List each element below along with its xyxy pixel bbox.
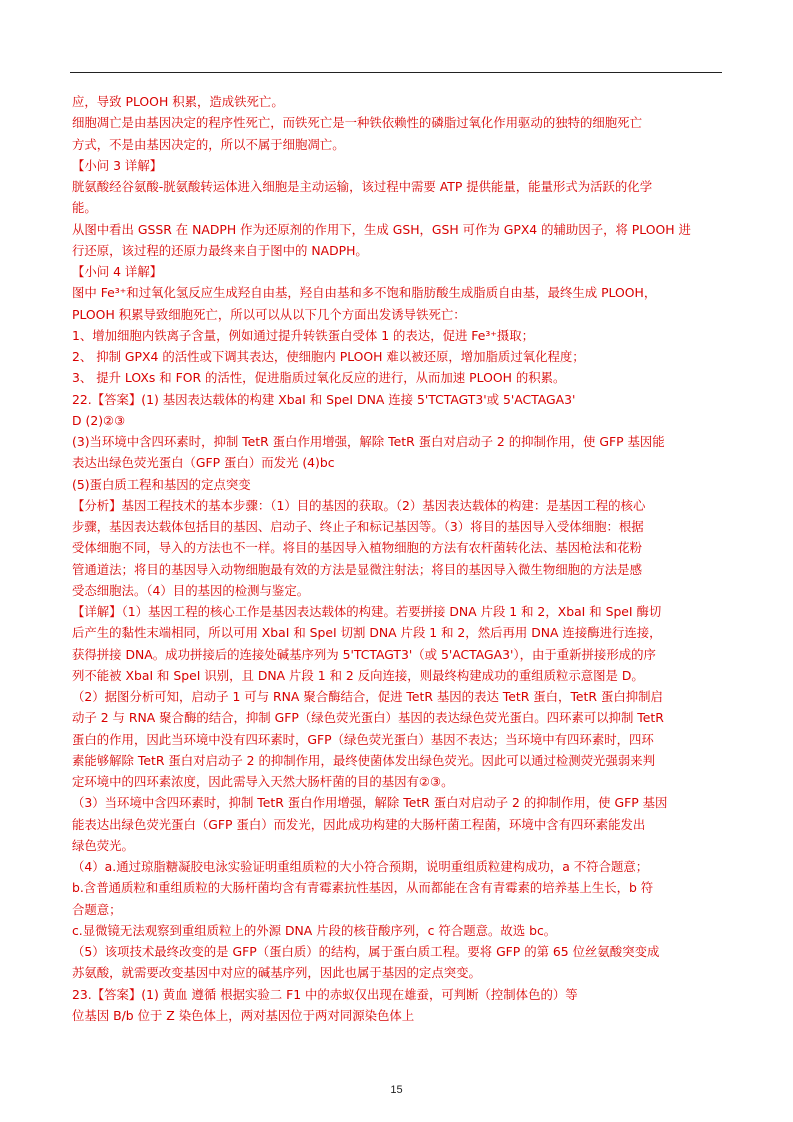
text-line: 【小问 3 详解】 bbox=[72, 157, 163, 173]
text-line: 合题意； bbox=[72, 901, 122, 917]
text-line: D (2)②③ bbox=[72, 412, 126, 428]
text-line: (5)蛋白质工程和基因的定点突变 bbox=[72, 476, 251, 492]
text-line: 动子 2 与 RNA 聚合酶的结合，抑制 GFP（绿色荧光蛋白）基因的表达绿色荧光蛋白。四环素可以抑制 TetR bbox=[72, 710, 664, 726]
text-line: （2）据图分析可知，启动子 1 可与 RNA 聚合酶结合，促进 TetR 基因的表达 TetR 蛋白，TetR 蛋白抑制启 bbox=[72, 689, 663, 704]
text-line: 苏氨酸，就需要改变基因中对应的碱基序列，因此也属于基因的定点突变。 bbox=[72, 965, 481, 981]
text-line: 受体细胞不同，导入的方法也不一样。将目的基因导入植物细胞的方法有农杆菌转化法、基因枪法和花粉 bbox=[72, 540, 642, 556]
text-line: 获得拼接 DNA。成功拼接后的连接处碱基序列为 5'TCTAGT3'（或 5'ACTAGA3'），由于重新拼接形成的序 bbox=[72, 646, 656, 662]
text-line: 3、 提升 LOXs 和 FOR 的活性，促进脂质过氧化反应的进行，从而加速 PLOOH 的积累。 bbox=[72, 370, 566, 386]
page-number: 15 bbox=[390, 1084, 403, 1096]
text-line: 胱氨酸经谷氨酸-胱氨酸转运体进入细胞是主动运输，该过程中需要 ATP 提供能量，能量形式为活跃的化学 bbox=[72, 179, 653, 194]
header-rule bbox=[70, 72, 722, 73]
text-line: 应，导致 PLOOH 积累，造成铁死亡。 bbox=[72, 94, 284, 109]
text-line: 能。 bbox=[72, 200, 97, 216]
text-line: 管通道法；将目的基因导入动物细胞最有效的方法是显微注射法；将目的基因导入微生物细胞的方法是感 bbox=[72, 561, 642, 577]
text-line: (3)当环境中含四环素时，抑制 TetR 蛋白作用增强，解除 TetR 蛋白对启动子 2 的抑制作用，使 GFP 基因能 bbox=[72, 434, 665, 449]
text-line: 表达出绿色荧光蛋白（GFP 蛋白）而发光 (4)bc bbox=[72, 455, 335, 471]
text-line: 受态细胞法。（4）目的基因的检测与鉴定。 bbox=[72, 582, 310, 598]
text-line: 步骤，基因表达载体包括目的基因、启动子、终止子和标记基因等。（3）将目的基因导入受体细胞：根据 bbox=[72, 519, 644, 534]
text-line: 蛋白的作用，因此当环境中没有四环素时，GFP（绿色荧光蛋白）基因不表达；当环境中有四环素时，四环 bbox=[72, 731, 654, 747]
text-line: 绿色荧光。 bbox=[72, 837, 134, 853]
text-line: b.含普通质粒和重组质粒的大肠杆菌均含有青霉素抗性基因，从而都能在含有青霉素的培养基上生长，b 符 bbox=[72, 880, 654, 896]
text-line: 2、 抑制 GPX4 的活性或下调其表达，使细胞内 PLOOH 难以被还原，增加脂质过氧化程度； bbox=[72, 349, 585, 364]
text-line: （4）a.通过琼脂糖凝胶电泳实验证明重组质粒的大小符合预期，说明重组质粒建构成功，a 不符合题意； bbox=[72, 859, 649, 874]
text-line: 位基因 B/b 位于 Z 染色体上，两对基因位于两对同源染色体上 bbox=[72, 1007, 415, 1023]
text-line: 定环境中的四环素浓度，因此需导入天然大肠杆菌的目的基因有②③。 bbox=[72, 774, 454, 789]
text-line: 列不能被 XbaI 和 SpeI 识别，且 DNA 片段 1 和 2 反向连接，则最终构建成功的重组质粒示意图是 D。 bbox=[72, 667, 644, 683]
text-line: 能表达出绿色荧光蛋白（GFP 蛋白）而发光，因此成功构建的大肠杆菌工程菌，环境中含有四环素能发出 bbox=[72, 816, 646, 832]
text-line: （5）该项技术最终改变的是 GFP（蛋白质）的结构，属于蛋白质工程。要将 GFP 的第 65 位丝氨酸突变成 bbox=[72, 944, 660, 959]
text-line: c.显微镜无法观察到重组质粒上的外源 DNA 片段的核苷酸序列，c 符合题意。故选 bc。 bbox=[72, 922, 557, 938]
text-line: 方式，不是由基因决定的，所以不属于细胞凋亡。 bbox=[72, 136, 345, 152]
text-line: 【小问 4 详解】 bbox=[72, 264, 163, 279]
text-line: 后产生的黏性末端相同，所以可用 XbaI 和 SpeI 切割 DNA 片段 1 和 2，然后再用 DNA 连接酶进行连接， bbox=[72, 625, 662, 641]
text-line: 细胞凋亡是由基因决定的程序性死亡，而铁死亡是一种铁依赖性的磷脂过氧化作用驱动的独特的细胞死亡 bbox=[72, 115, 642, 131]
text-line: 【详解】（1）基因工程的核心工作是基因表达载体的构建。若要拼接 DNA 片段 1 和 2，XbaI 和 SpeI 酶切 bbox=[72, 604, 662, 619]
text-line: 22.【答案】(1) 基因表达载体的构建 XbaI 和 SpeI DNA 连接 5'TCTAGT3'或 5'ACTAGA3' bbox=[72, 391, 576, 407]
text-line: 【分析】基因工程技术的基本步骤：（1）目的基因的获取。（2）基因表达载体的构建：是基因工程的核心 bbox=[72, 497, 646, 513]
text-line: PLOOH 积累导致细胞死亡，所以可以从以下几个方面出发诱导铁死亡： bbox=[72, 306, 466, 322]
text-line: 图中 Fe³⁺和过氧化氢反应生成羟自由基，羟自由基和多不饱和脂肪酸生成脂质自由基，最终生成 PLOOH， bbox=[72, 285, 657, 301]
text-line: 行还原，该过程的还原力最终来自于图中的 NADPH。 bbox=[72, 242, 368, 258]
text-line: 从图中看出 GSSR 在 NADPH 作为还原剂的作用下，生成 GSH，GSH 可作为 GPX4 的辅助因子，将 PLOOH 进 bbox=[72, 221, 691, 237]
text-line: （3）当环境中含四环素时，抑制 TetR 蛋白作用增强，解除 TetR 蛋白对启动子 2 的抑制作用，使 GFP 基因 bbox=[72, 795, 668, 811]
text-line: 素能够解除 TetR 蛋白对启动子 2 的抑制作用，最终使菌体发出绿色荧光。因此可以通过检测荧光强弱来判 bbox=[72, 752, 655, 768]
text-line: 1、增加细胞内铁离子含量，例如通过提升转铁蛋白受体 1 的表达，促进 Fe³⁺摄取； bbox=[72, 327, 535, 343]
text-line: 23.【答案】(1) 黄血 遵循 根据实验二 F1 中的赤蚁仅出现在雄蚕，可判断（控制体色的）等 bbox=[72, 986, 578, 1002]
